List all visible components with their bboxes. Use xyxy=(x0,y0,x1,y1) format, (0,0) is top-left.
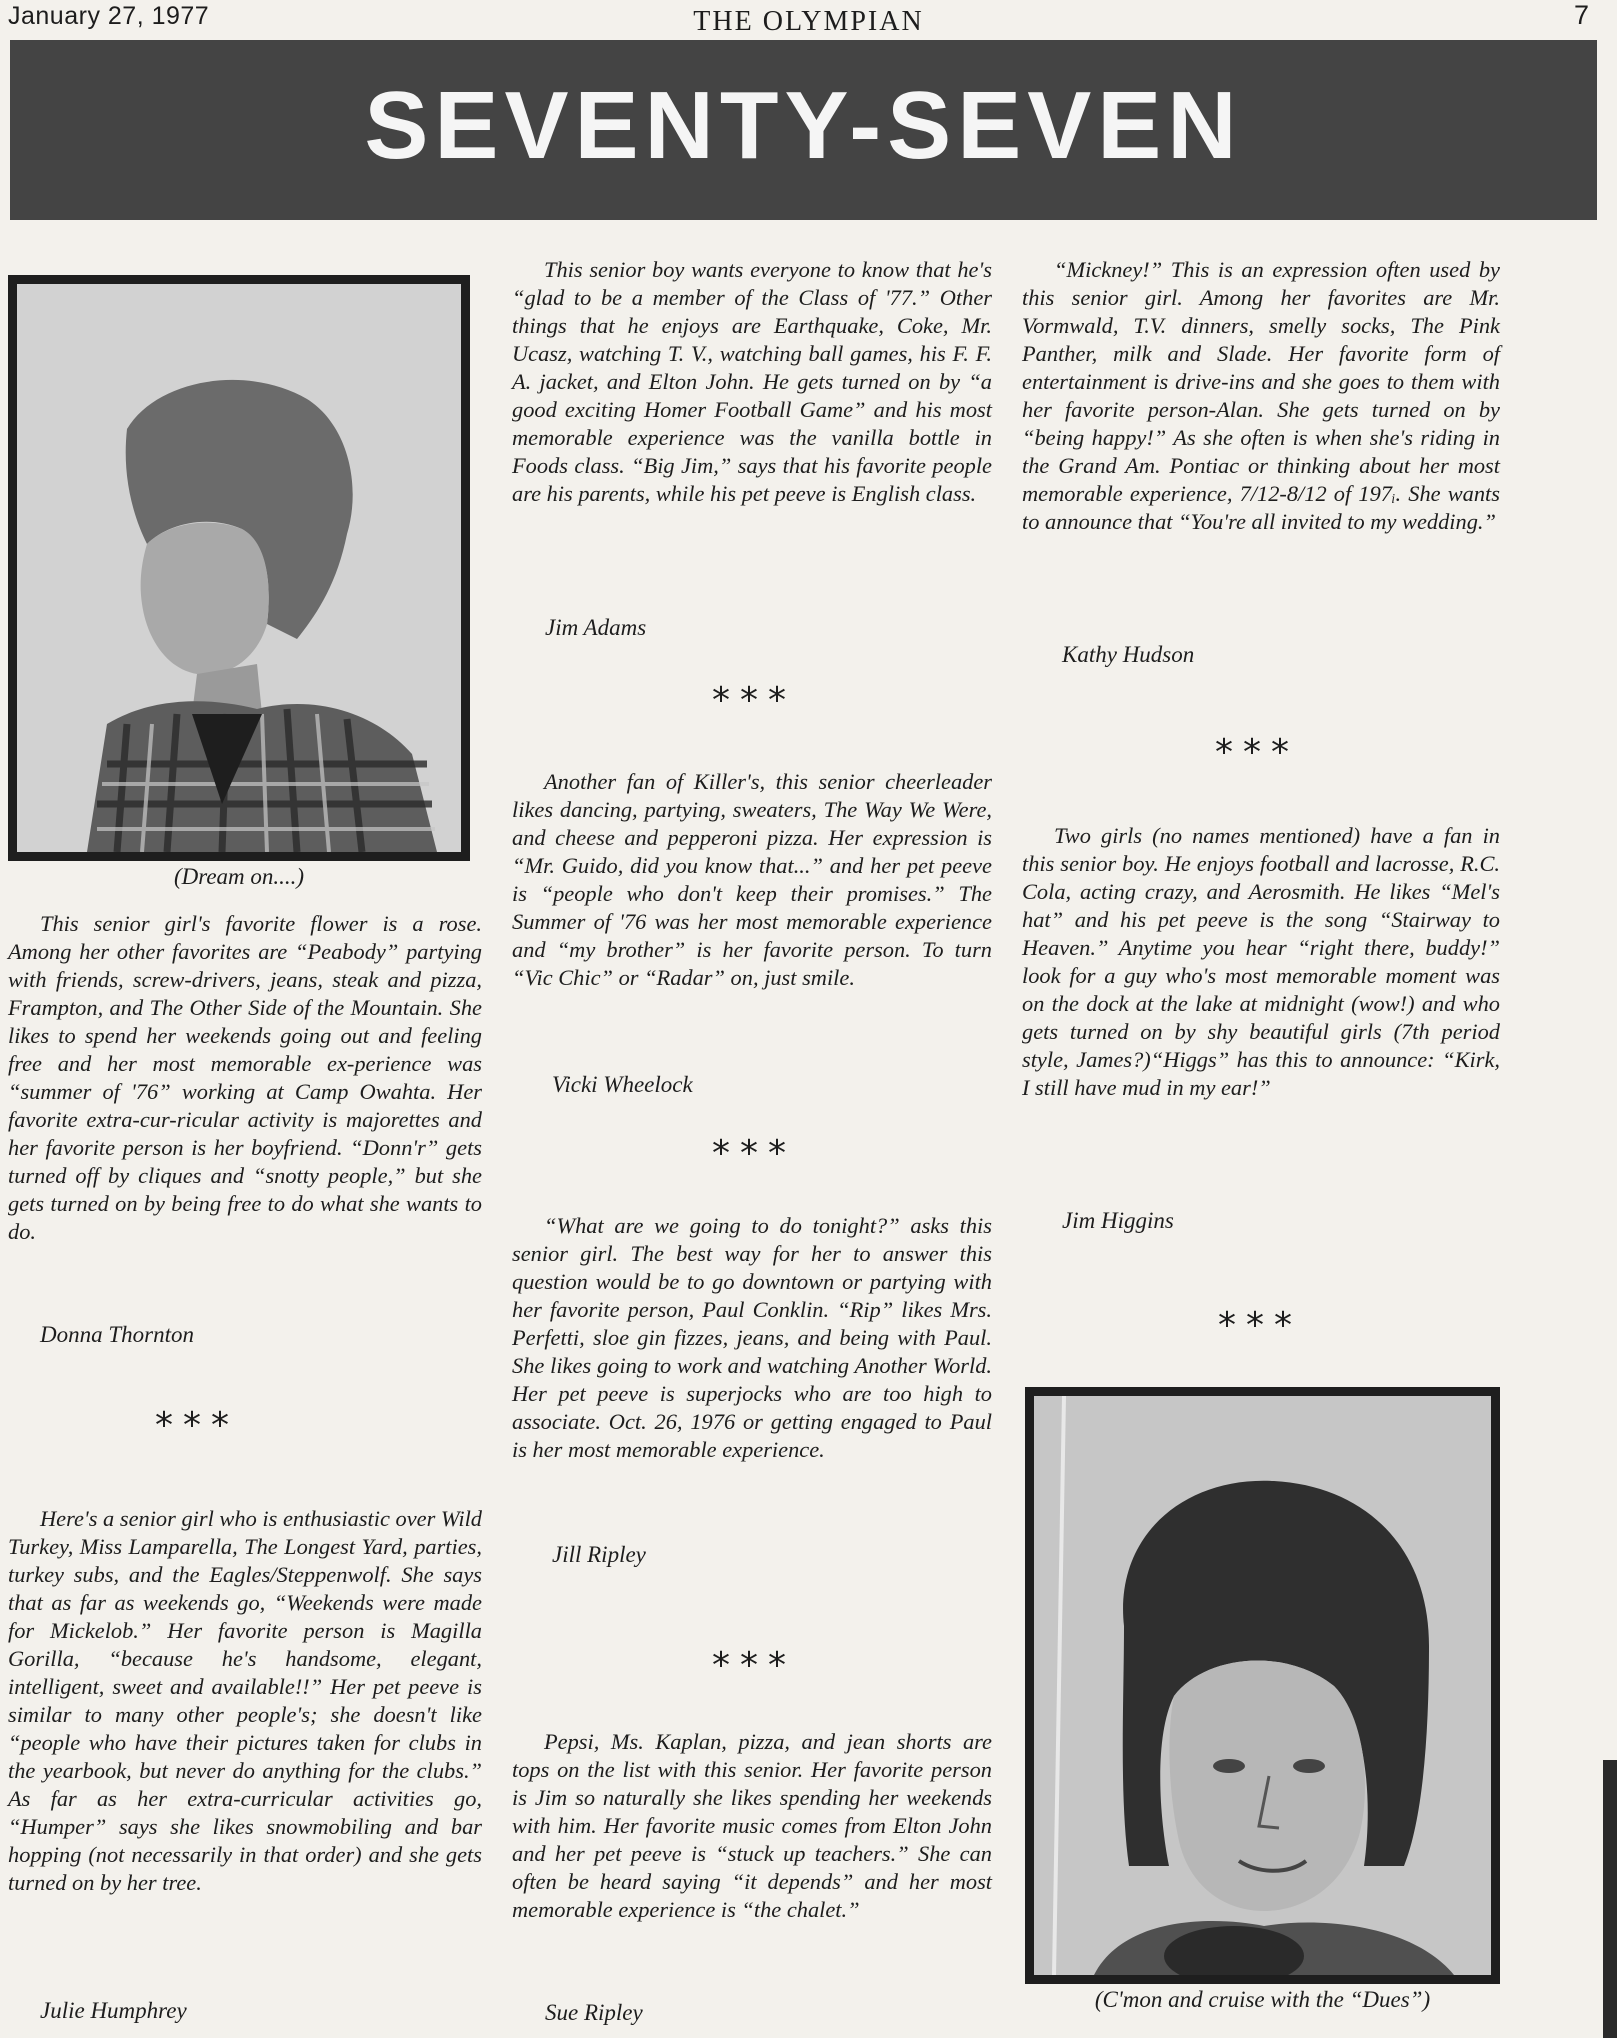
student-name: Donna Thornton xyxy=(40,1322,194,1347)
portrait-boy-long-hair-illustration xyxy=(1034,1396,1491,1975)
article-julie-humphrey xyxy=(8,1505,482,1897)
article-donna-thornton xyxy=(8,910,482,1246)
article-text: This senior girl's favorite flower is a rose. Among her other favorites are “Peabody” partying with friends, screw-drivers, jeans, steak and pizza, Frampton, and The Other Side of the Mountain. She likes to spend her weekends going out and feeling free and her most memorable ex-perience was “summer of '76” working at Camp Owahta. Her favorite extra-cur-ricular activity is majorettes and her favorite person is her boyfriend. “Donn'r” gets turned off by cliques and “snotty people,” but she gets turned on by being free to do what she wants to do. xyxy=(8,911,482,1244)
section-separator: *** xyxy=(712,680,796,721)
student-name: Jim Higgins xyxy=(1062,1208,1174,1233)
student-name: Vicki Wheelock xyxy=(552,1072,693,1097)
article-sue-ripley xyxy=(512,1728,992,1924)
student-name: Jill Ripley xyxy=(552,1542,646,1567)
student-name: Julie Humphrey xyxy=(40,1998,187,2023)
article-text: This senior boy wants everyone to know that he's “glad to be a member of the Class of '77.” Other things that he enjoys are Earthquake, Coke, Mr. Ucasz, watching T. V., watching ball games, his F. F. A. jacket, and Elton John. He gets turned on by “a good exciting Homer Football Game” and his most memorable experience was the vanilla bottle in Foods class. “Big Jim,” says that his favorite people are his parents, while his pet peeve is English class. xyxy=(512,257,992,506)
article-text: “Mickney!” This is an expression often used by this senior girl. Among her favorites are Mr. Vormwald, T.V. dinners, smelly socks, The Pink Panther, milk and Slade. Her favorite form of entertainment is drive-ins and she goes to them with her favorite person-Alan. She gets turned on by “being happy!” As she often is when she's riding in the Grand Am. Pontiac or thinking about her most memorable experience, 7/12-8/12 of 197ᵢ. She wants to announce that “You're all invited to my wedding.” xyxy=(1022,257,1500,534)
article-text: Another fan of Killer's, this senior cheerleader likes dancing, partying, sweaters, The Way We Were, and cheese and pepperoni pizza. Her expression is “Mr. Guido, did you know that...” and her pet peeve is “people who don't keep their promises.” The Summer of '76 was her most memorable experience and “my brother” is her favorite person. To turn “Vic Chic” or “Radar” on, just smile. xyxy=(512,769,992,990)
section-separator: *** xyxy=(712,1645,796,1686)
photo-caption-2: (C'mon and cruise with the “Dues”) xyxy=(1094,1987,1431,2012)
student-name: Kathy Hudson xyxy=(1062,642,1195,667)
newspaper-name: THE OLYMPIAN xyxy=(693,6,924,37)
section-separator: *** xyxy=(1218,1305,1302,1346)
article-jim-adams xyxy=(512,256,992,508)
article-jim-higgins xyxy=(1022,822,1500,1102)
section-separator: *** xyxy=(712,1133,796,1174)
portrait-boy-plaid-shirt-illustration xyxy=(17,284,461,852)
article-vicki-wheelock xyxy=(512,768,992,992)
banner-title: SEVENTY-SEVEN xyxy=(364,72,1243,179)
section-separator: *** xyxy=(1215,732,1299,773)
photo-caption-1: (Dream on....) xyxy=(173,864,305,889)
article-kathy-hudson xyxy=(1022,256,1500,536)
senior-photo-2 xyxy=(1025,1387,1500,1984)
article-jill-ripley xyxy=(512,1212,992,1464)
page-number: 7 xyxy=(1573,0,1589,30)
student-name: Sue Ripley xyxy=(545,2000,643,2025)
article-text: Pepsi, Ms. Kaplan, pizza, and jean shorts are tops on the list with this senior. Her favorite person is Jim so naturally she likes spending her weekends with him. Her favorite music comes from Elton John and her pet peeve is “stuck up teachers.” She can often be heard saying “it depends” and her most memorable experience is “the chalet.” xyxy=(512,1729,992,1922)
article-text: “What are we going to do tonight?” asks this senior girl. The best way for her to answer this question would be to go downtown or partying with her favorite person, Paul Conklin. “Rip” likes Mrs. Perfetti, sloe gin fizzes, jeans, and being with Paul. She likes going to work and watching Another World. Her pet peeve is superjocks who are too high to associate. Oct. 26, 1976 or getting engaged to Paul is her most memorable experience. xyxy=(512,1213,992,1462)
article-text: Here's a senior girl who is enthusiastic over Wild Turkey, Miss Lamparella, The Longest Yard, parties, turkey subs, and the Eagles/Steppenwolf. She says that as far as weekends go, “Weekends were made for Mickelob.” Her favorite person is Magilla Gorilla, “because he's handsome, elegant, intelligent, sweet and available!!” Her pet peeve is similar to many other people's; she doesn't like “people who have their pictures taken for clubs in the yearbook, but never do anything for the clubs.” As far as her extra-curricular activities go, “Humper” says she likes snowmobiling and bar hopping (not necessarily in that order) and she gets turned on by her tree. xyxy=(8,1506,482,1895)
page-edge-mark xyxy=(1603,1760,1617,2038)
issue-date: January 27, 1977 xyxy=(8,2,210,30)
section-separator: *** xyxy=(155,1405,239,1446)
senior-photo-1 xyxy=(8,275,470,861)
article-text: Two girls (no names mentioned) have a fan in this senior boy. He enjoys football and lacrosse, R.C. Cola, acting crazy, and Aerosmith. He likes “Mel's hat” and his pet peeve is the song “Stairway to Heaven.” Anytime you hear “right there, buddy!” look for a guy who's most memorable moment was on the dock at the lake at midnight (wow!) and who gets turned on by shy beautiful girls (7th period style, James?)“Higgs” has this to announce: “Kirk, I still have mud in my ear!” xyxy=(1022,823,1500,1100)
student-name: Jim Adams xyxy=(545,615,647,640)
section-banner xyxy=(10,40,1597,220)
